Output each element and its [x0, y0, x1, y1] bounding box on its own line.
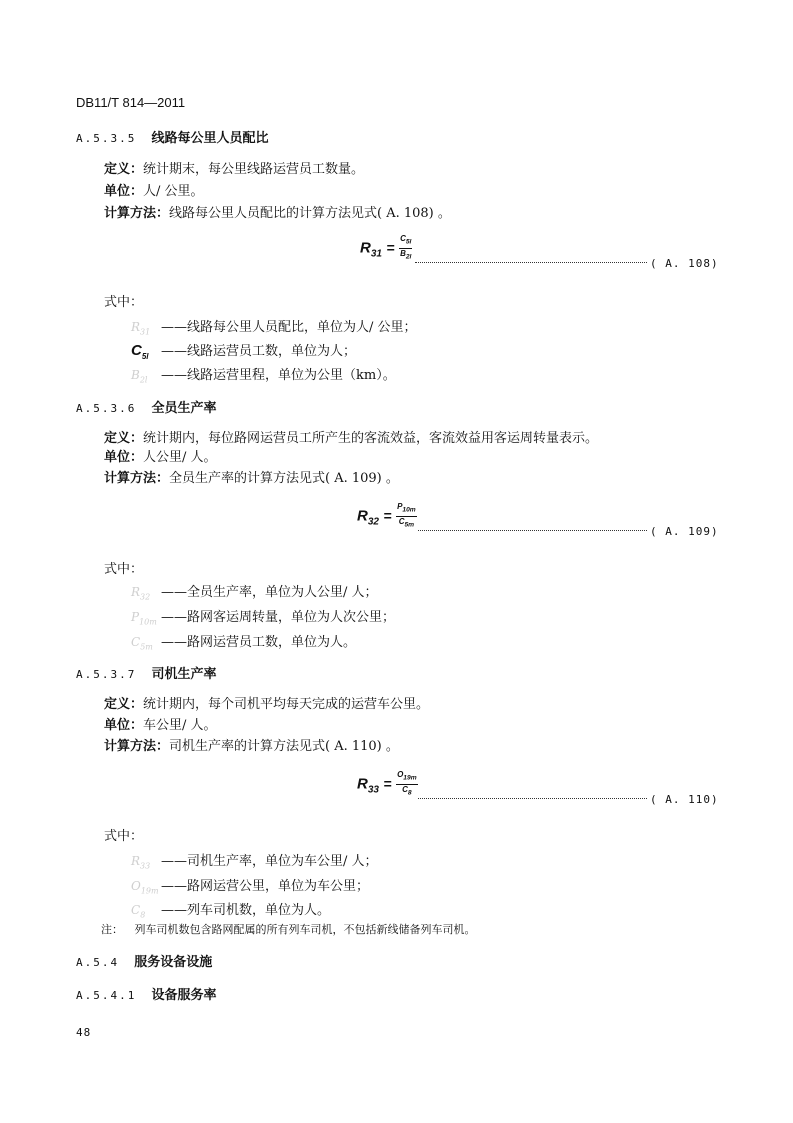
section-number: A.5.4.1	[76, 989, 137, 1002]
definition-line	[104, 158, 364, 177]
unit-label: 单位：	[104, 718, 144, 733]
definition-line	[104, 693, 429, 712]
method-line	[104, 467, 399, 486]
variable-symbol: $C_{5m}$	[131, 635, 153, 652]
formula-numerator: C	[400, 234, 406, 243]
definition-label: 定义：	[104, 162, 144, 177]
leader-dots	[418, 798, 647, 799]
equation-number: ( A. 110)	[650, 793, 719, 806]
formula-denominator-sub: 5m	[404, 521, 415, 529]
unit-text: 人公里/ 人。	[143, 450, 217, 465]
variable-row	[131, 631, 356, 651]
variable-symbol: $C_{5l}$	[131, 342, 149, 361]
unit-text: 车公里/ 人。	[143, 718, 217, 733]
variable-symbol: $C_8$	[131, 903, 146, 920]
section-heading	[76, 397, 216, 416]
formula: $R_{31}$ = $\frac{C_{5l}}{B_{2l}}$	[360, 234, 412, 261]
where-label: 式中：	[104, 295, 144, 310]
method-label: 计算方法：	[104, 471, 170, 486]
where-label: 式中：	[104, 829, 144, 844]
section-title: 线路每公里人员配比	[151, 131, 269, 146]
section-number: A.5.3.6	[76, 402, 137, 415]
formula-lhs: R	[360, 239, 371, 257]
formula-lhs-sub: 31	[370, 248, 382, 260]
method-text: 线路每公里人员配比的计算方法见式( A. 108) 。	[169, 206, 451, 221]
variable-row	[131, 875, 369, 895]
formula-fraction	[399, 234, 412, 262]
equation-number: ( A. 109)	[650, 525, 719, 538]
variable-row	[131, 340, 356, 361]
section-heading	[76, 663, 216, 682]
formula-lhs-sub: 33	[367, 784, 379, 796]
method-text: 司机生产率的计算方法见式( A. 110) 。	[169, 739, 399, 754]
formula-numerator-sub: 5l	[405, 238, 412, 246]
section-number: A.5.3.7	[76, 668, 137, 681]
method-text: 全员生产率的计算方法见式( A. 109) 。	[169, 471, 399, 486]
formula-lhs: R	[357, 507, 368, 525]
definition-line	[104, 427, 598, 446]
equation-number: ( A. 108)	[650, 257, 719, 270]
formula-lhs-sub: 32	[367, 516, 379, 528]
variable-row	[131, 606, 395, 626]
variable-description: ——司机生产率，单位为车公里/ 人；	[161, 854, 378, 869]
section-heading	[76, 984, 216, 1003]
formula-denominator: C	[402, 784, 408, 794]
formula-denominator: B	[400, 248, 406, 258]
variable-description: ——路网运营员工数，单位为人。	[161, 635, 357, 650]
section-heading	[76, 127, 268, 146]
method-line	[104, 735, 399, 754]
method-label: 计算方法：	[104, 739, 170, 754]
section-number: A.5.3.5	[76, 132, 137, 145]
variable-description: ——列车司机数，单位为人。	[161, 903, 331, 918]
variable-description: ——线路每公里人员配比，单位为人/ 公里；	[161, 320, 417, 335]
note	[101, 921, 476, 937]
method-line	[104, 202, 451, 221]
variable-row	[131, 581, 378, 601]
variable-description: ——全员生产率，单位为人公里/ 人；	[161, 585, 378, 600]
method-label: 计算方法：	[104, 206, 170, 221]
formula-denominator: C	[398, 516, 405, 526]
unit-line	[104, 446, 217, 465]
document-id: DB11/T 814—2011	[76, 95, 186, 110]
variable-symbol: $R_{33}$	[131, 854, 151, 871]
variable-symbol: $O_{19m}$	[131, 879, 159, 896]
unit-label: 单位：	[104, 450, 144, 465]
note-label: 注：	[101, 923, 123, 936]
variable-row	[131, 850, 378, 870]
variable-symbol: $R_{32}$	[131, 585, 151, 602]
section-title: 设备服务率	[151, 988, 217, 1003]
formula-fraction	[396, 770, 418, 798]
formula-fraction	[396, 502, 417, 530]
unit-label: 单位：	[104, 184, 144, 199]
definition-text: 统计期末，每公里线路运营员工数量。	[143, 162, 365, 177]
variable-row	[131, 364, 396, 384]
formula-denominator-sub: 8	[407, 789, 412, 797]
leader-dots	[415, 262, 647, 263]
section-title: 司机生产率	[151, 667, 217, 682]
unit-line	[104, 714, 217, 733]
formula: $R_{33}$ = $\frac{O_{19m}}{C_8}$	[357, 770, 417, 797]
variable-description: ——路网运营公里，单位为车公里；	[161, 879, 370, 894]
formula-numerator-sub: 19m	[403, 774, 417, 782]
section-number: A.5.4	[76, 956, 120, 969]
unit-line	[104, 180, 204, 199]
section-heading	[76, 951, 212, 970]
formula-denominator-sub: 2l	[405, 253, 412, 261]
variable-description: ——路网客运周转量，单位为人次公里；	[161, 610, 396, 625]
definition-label: 定义：	[104, 431, 144, 446]
where-label: 式中：	[104, 562, 144, 577]
formula-numerator: O	[397, 770, 404, 779]
variable-symbol: $B_{2l}$	[131, 368, 148, 385]
formula-lhs: R	[357, 775, 368, 793]
definition-text: 统计期内，每个司机平均每天完成的运营车公里。	[143, 697, 430, 712]
variable-description: ——线路运营员工数，单位为人；	[161, 344, 357, 359]
definition-label: 定义：	[104, 697, 144, 712]
note-text: 列车司机数包含路网配属的所有列车司机，不包括新线储备列车司机。	[134, 923, 476, 936]
variable-row	[131, 316, 417, 336]
unit-text: 人/ 公里。	[143, 184, 204, 199]
section-title: 服务设备设施	[134, 955, 213, 970]
formula-numerator-sub: 10m	[402, 506, 416, 514]
variable-row	[131, 899, 330, 919]
variable-description: ——线路运营里程，单位为公里（km）。	[161, 368, 396, 383]
variable-symbol: $R_{31}$	[131, 320, 151, 337]
page-number: 48	[76, 1026, 92, 1039]
definition-text: 统计期内，每位路网运营员工所产生的客流效益，客流效益用客运周转量表示。	[143, 431, 599, 446]
section-title: 全员生产率	[151, 401, 217, 416]
formula: $R_{32}$ = $\frac{P_{10m}}{C_{5m}}$	[357, 502, 416, 529]
formula-numerator: P	[397, 502, 403, 511]
variable-symbol: $P_{10m}$	[131, 610, 157, 627]
leader-dots	[418, 530, 647, 531]
